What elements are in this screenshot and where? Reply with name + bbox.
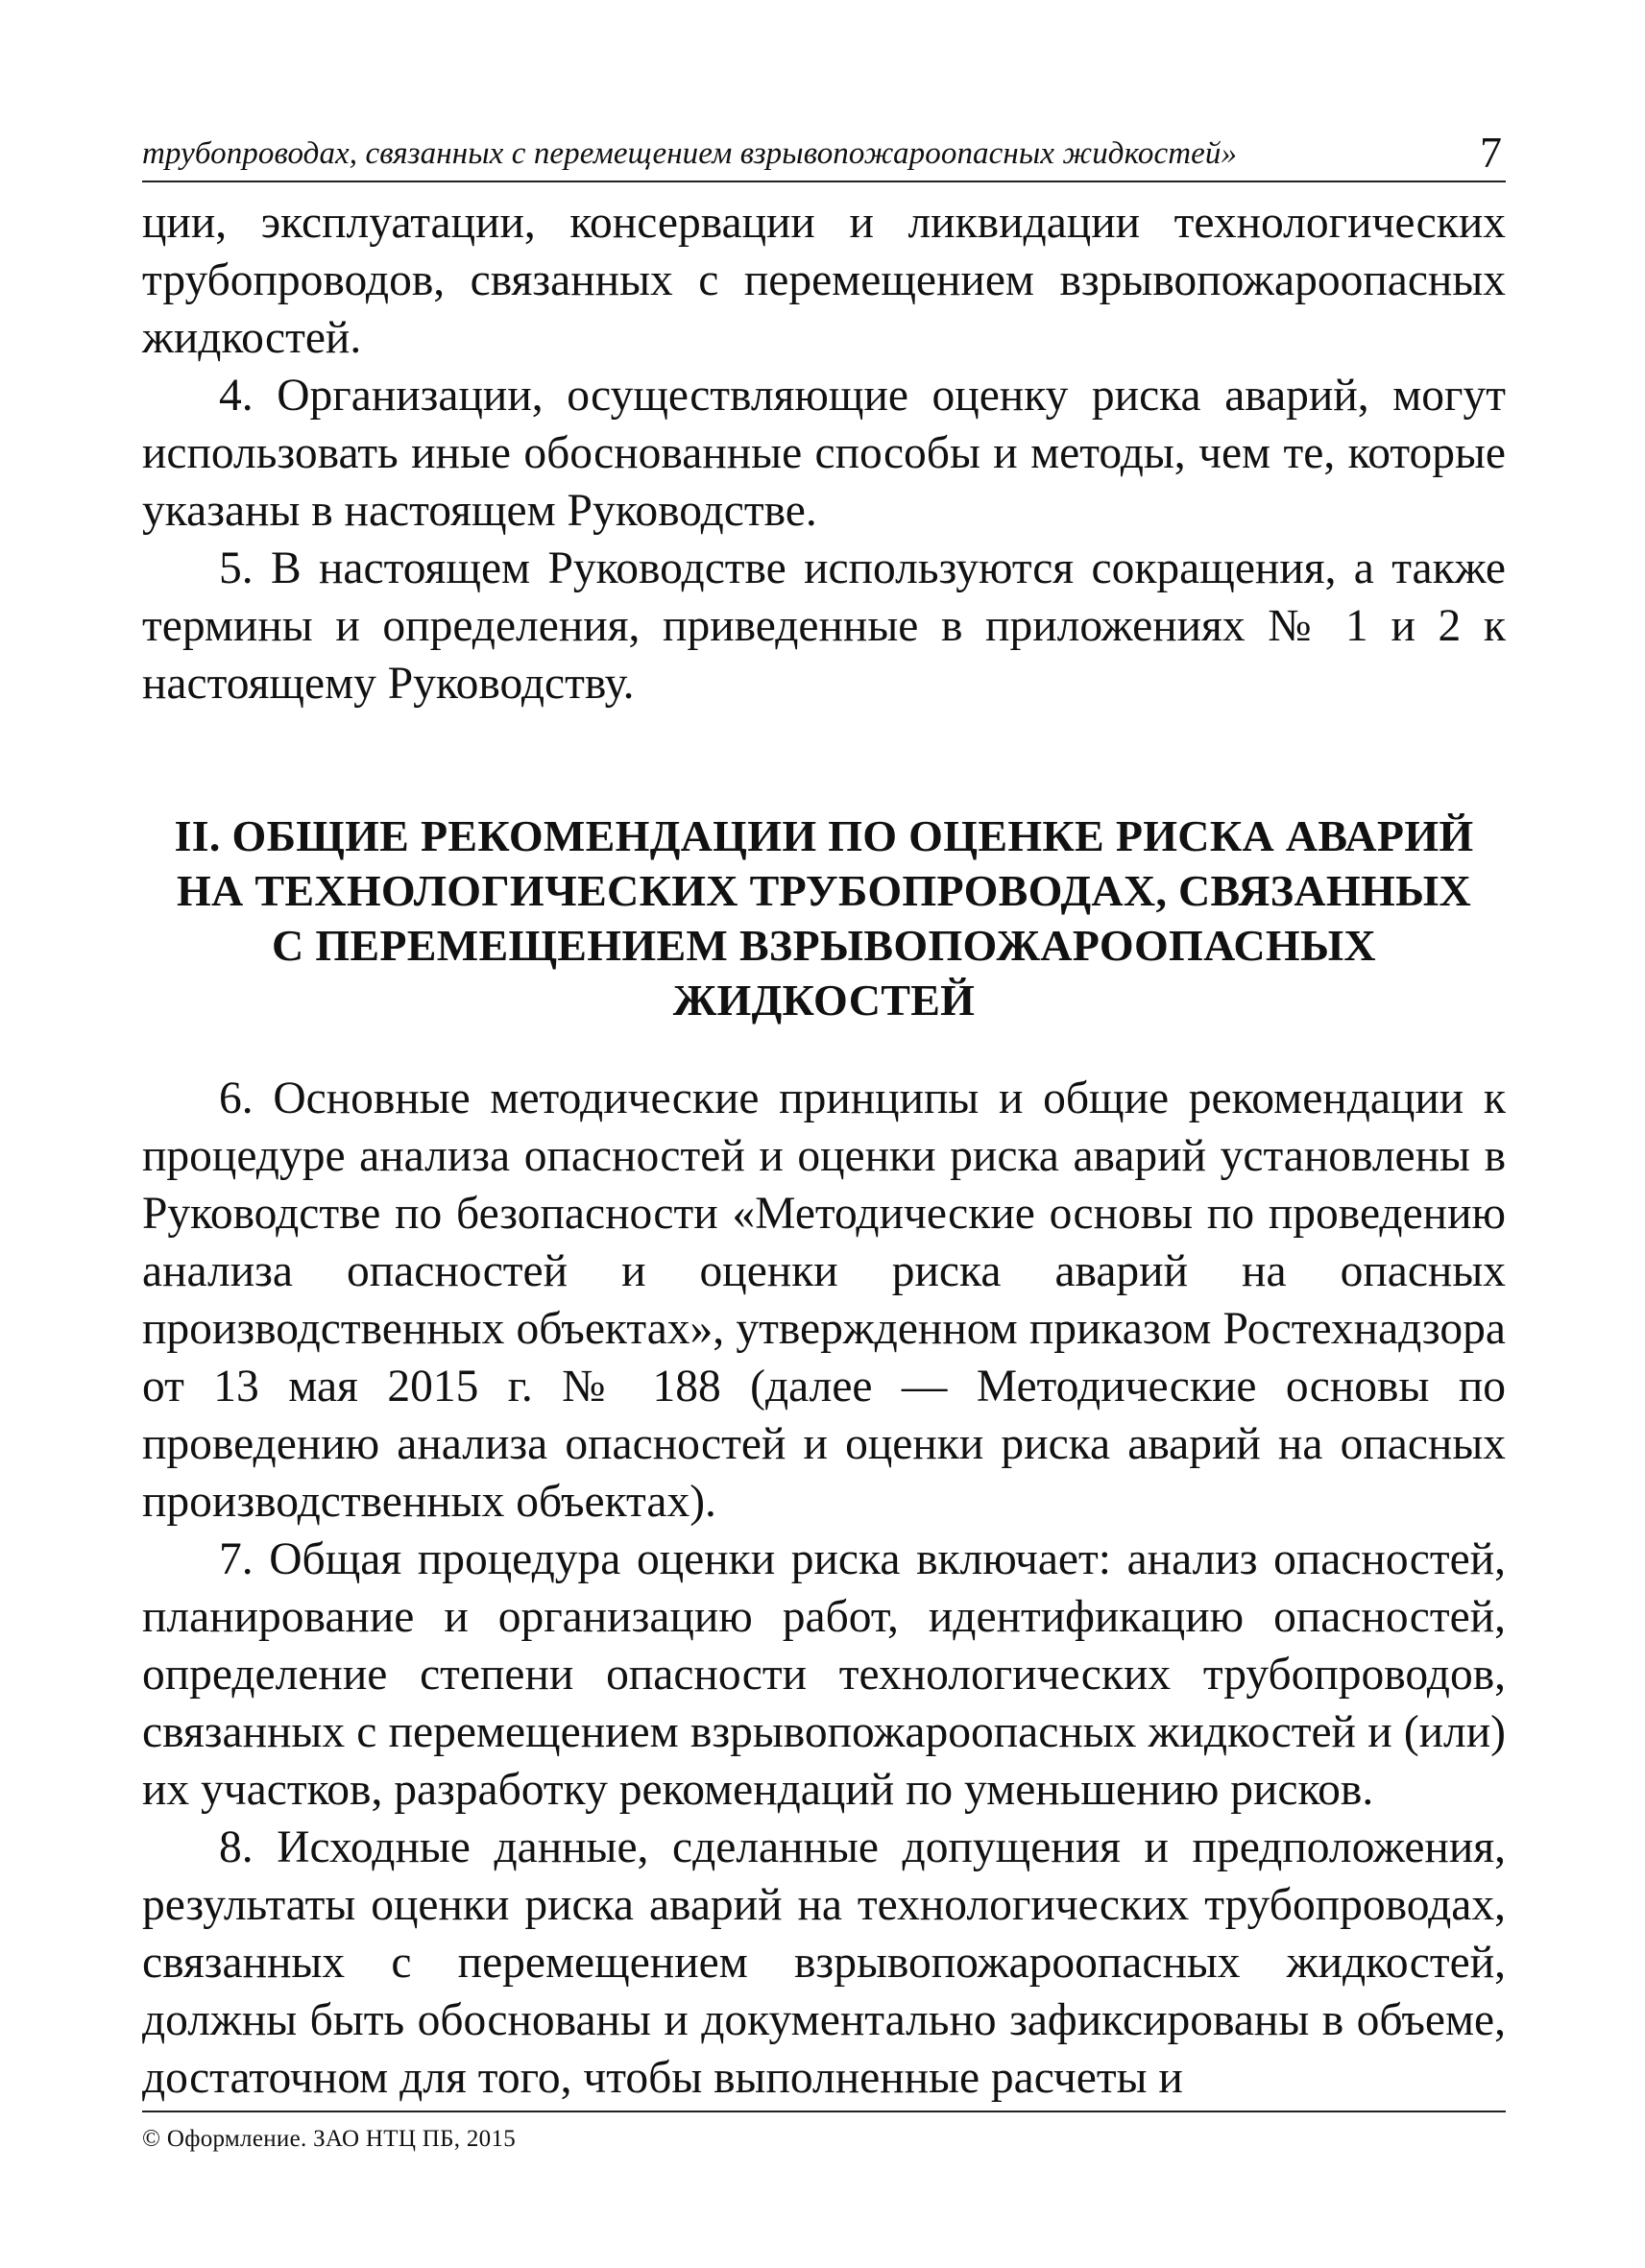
paragraph-continuation: ции, эксплуатации, консервации и ликвидации технологических трубопроводов, связанных с перемещением взрывопожароопасных жидкостей.	[142, 198, 1506, 363]
footer	[142, 2111, 1506, 2153]
section-heading-line: II. ОБЩИЕ РЕКОМЕНДАЦИИ ПО ОЦЕНКЕ РИСКА АВАРИЙ	[174, 811, 1474, 860]
page	[142, 125, 1506, 2107]
section-heading-line: ЖИДКОСТЕЙ	[672, 976, 976, 1025]
running-head-title: трубопроводах, связанных с перемещением взрывопожароопасных жидкостей»	[142, 136, 1238, 171]
paragraph-item-4: 4. Организации, осуществляющие оценку риска аварий, могут использовать иные обоснованные способы и методы, чем те, которые указаны в настоящем Руководстве.	[142, 371, 1506, 536]
section-heading-line: НА ТЕХНОЛОГИЧЕСКИХ ТРУБОПРОВОДАХ, СВЯЗАННЫХ	[176, 866, 1472, 915]
section-heading	[142, 808, 1506, 1027]
paragraph-item-7: 7. Общая процедура оценки риска включает: анализ опасностей, планирование и организацию работ, идентификацию опасностей, определение степени опасности технологических трубопроводов, связанных с перемещением взрывопожароопасных жидкостей и (или) их участков, разработку рекомендаций по уменьшению рисков.	[142, 1534, 1506, 1815]
running-head	[142, 125, 1506, 182]
page-number: 7	[1480, 128, 1502, 177]
paragraph-item-5: 5. В настоящем Руководстве используются сокращения, а также термины и определения, приведенные в приложениях № 1 и 2 к настоящему Руководству.	[142, 543, 1506, 709]
section-heading-line: С ПЕРЕМЕЩЕНИЕМ ВЗРЫВОПОЖАРООПАСНЫХ	[272, 921, 1376, 970]
paragraph-item-8: 8. Исходные данные, сделанные допущения и предположения, результаты оценки риска аварий на технологических трубопроводах, связанных с перемещением взрывопожароопасных жидкостей, должны быть обоснованы и документально зафиксированы в объеме, достаточном для того, чтобы выполненные расчеты и	[142, 1822, 1506, 2103]
section-body	[142, 1070, 1506, 2107]
body-text	[142, 194, 1506, 712]
paragraph-item-6: 6. Основные методические принципы и общие рекомендации к процедуре анализа опасностей и оценки риска аварий установлены в Руководстве по безопасности «Методические основы по проведению анализа опасностей и оценки риска аварий на опасных производственных объектах», утвержденном приказом Ростехнадзора от 13 мая 2015 г. № 188 (далее — Методические основы по проведению анализа опасностей и оценки риска аварий на опасных производственных объектах).	[142, 1074, 1506, 1527]
copyright-notice: © Оформление. ЗАО НТЦ ПБ, 2015	[142, 2126, 517, 2152]
